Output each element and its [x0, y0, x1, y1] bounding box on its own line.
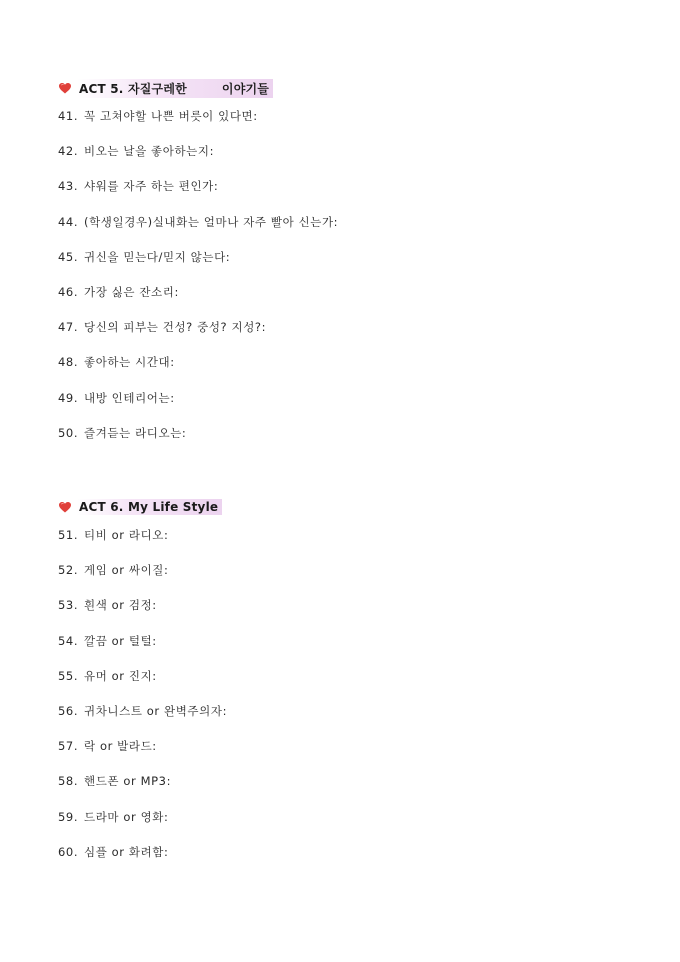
question-number: 48. — [58, 355, 79, 370]
question-number: 58. — [58, 774, 79, 789]
question-item — [58, 144, 638, 179]
question-text: (학생일경우)실내화는 얼마나 자주 빨아 신는가: — [84, 214, 339, 229]
question-text: 비오는 날을 좋아하는지: — [84, 144, 215, 159]
question-text: 드라마 or 영화: — [84, 809, 169, 824]
question-item — [58, 285, 638, 320]
question-number: 41. — [58, 109, 79, 123]
question-item — [58, 810, 638, 845]
question-number: 43. — [58, 179, 79, 194]
question-item — [58, 391, 638, 426]
question-item — [58, 845, 638, 880]
question-item — [58, 426, 638, 461]
question-number: 42. — [58, 144, 79, 159]
question-item — [58, 634, 638, 669]
question-number: 50. — [58, 425, 79, 440]
question-text: 게임 or 싸이질: — [84, 563, 169, 578]
question-text: 샤워를 자주 하는 편인가: — [84, 179, 219, 194]
question-item — [58, 109, 638, 144]
question-text: 티비 or 라디오: — [84, 528, 169, 542]
question-item — [58, 598, 638, 633]
question-item — [58, 179, 638, 214]
question-text: 깔끔 or 털털: — [84, 633, 157, 648]
question-list — [58, 109, 638, 461]
question-number: 56. — [58, 703, 79, 718]
question-number: 47. — [58, 320, 79, 335]
question-number: 59. — [58, 809, 79, 824]
section-act-6 — [58, 498, 638, 880]
question-text: 즐겨듣는 라디오는: — [84, 425, 187, 440]
question-text: 내방 인테리어는: — [84, 390, 175, 405]
question-text: 락 or 발라드: — [84, 739, 157, 754]
question-item — [58, 739, 638, 774]
question-number: 53. — [58, 598, 79, 613]
section-heading — [58, 79, 638, 97]
question-item — [58, 563, 638, 598]
question-number: 49. — [58, 390, 79, 405]
section-act-5 — [58, 79, 638, 461]
section-heading — [58, 498, 638, 516]
question-item — [58, 355, 638, 390]
question-number: 51. — [58, 528, 79, 542]
question-text: 핸드폰 or MP3: — [84, 774, 172, 789]
question-item — [58, 774, 638, 809]
question-number: 52. — [58, 563, 79, 578]
question-text: 흰색 or 검정: — [84, 598, 157, 613]
question-text: 심플 or 화려함: — [84, 844, 169, 859]
question-number: 55. — [58, 668, 79, 683]
question-text: 꼭 고쳐야할 나쁜 버릇이 있다면: — [84, 109, 258, 123]
question-number: 46. — [58, 284, 79, 299]
question-text: 좋아하는 시간대: — [84, 355, 175, 370]
question-text: 당신의 피부는 건성? 중성? 지성?: — [84, 320, 267, 335]
section-title: ACT 5. 자질구레한 이야기들 — [77, 79, 273, 98]
question-text: 귀차니스트 or 완벽주의자: — [84, 703, 228, 718]
heart-icon — [58, 81, 72, 95]
question-item — [58, 669, 638, 704]
question-list — [58, 528, 638, 880]
question-number: 45. — [58, 249, 79, 264]
question-number: 54. — [58, 633, 79, 648]
question-item — [58, 215, 638, 250]
question-number: 60. — [58, 844, 79, 859]
section-title: ACT 6. My Life Style — [77, 499, 222, 515]
question-text: 가장 싫은 잔소리: — [84, 284, 179, 299]
question-item — [58, 704, 638, 739]
question-text: 귀신을 믿는다/믿지 않는다: — [84, 249, 231, 264]
question-item — [58, 250, 638, 285]
heart-icon — [58, 500, 72, 514]
question-number: 57. — [58, 739, 79, 754]
question-number: 44. — [58, 214, 79, 229]
question-item — [58, 528, 638, 563]
question-text: 유머 or 진지: — [84, 668, 157, 683]
question-item — [58, 320, 638, 355]
